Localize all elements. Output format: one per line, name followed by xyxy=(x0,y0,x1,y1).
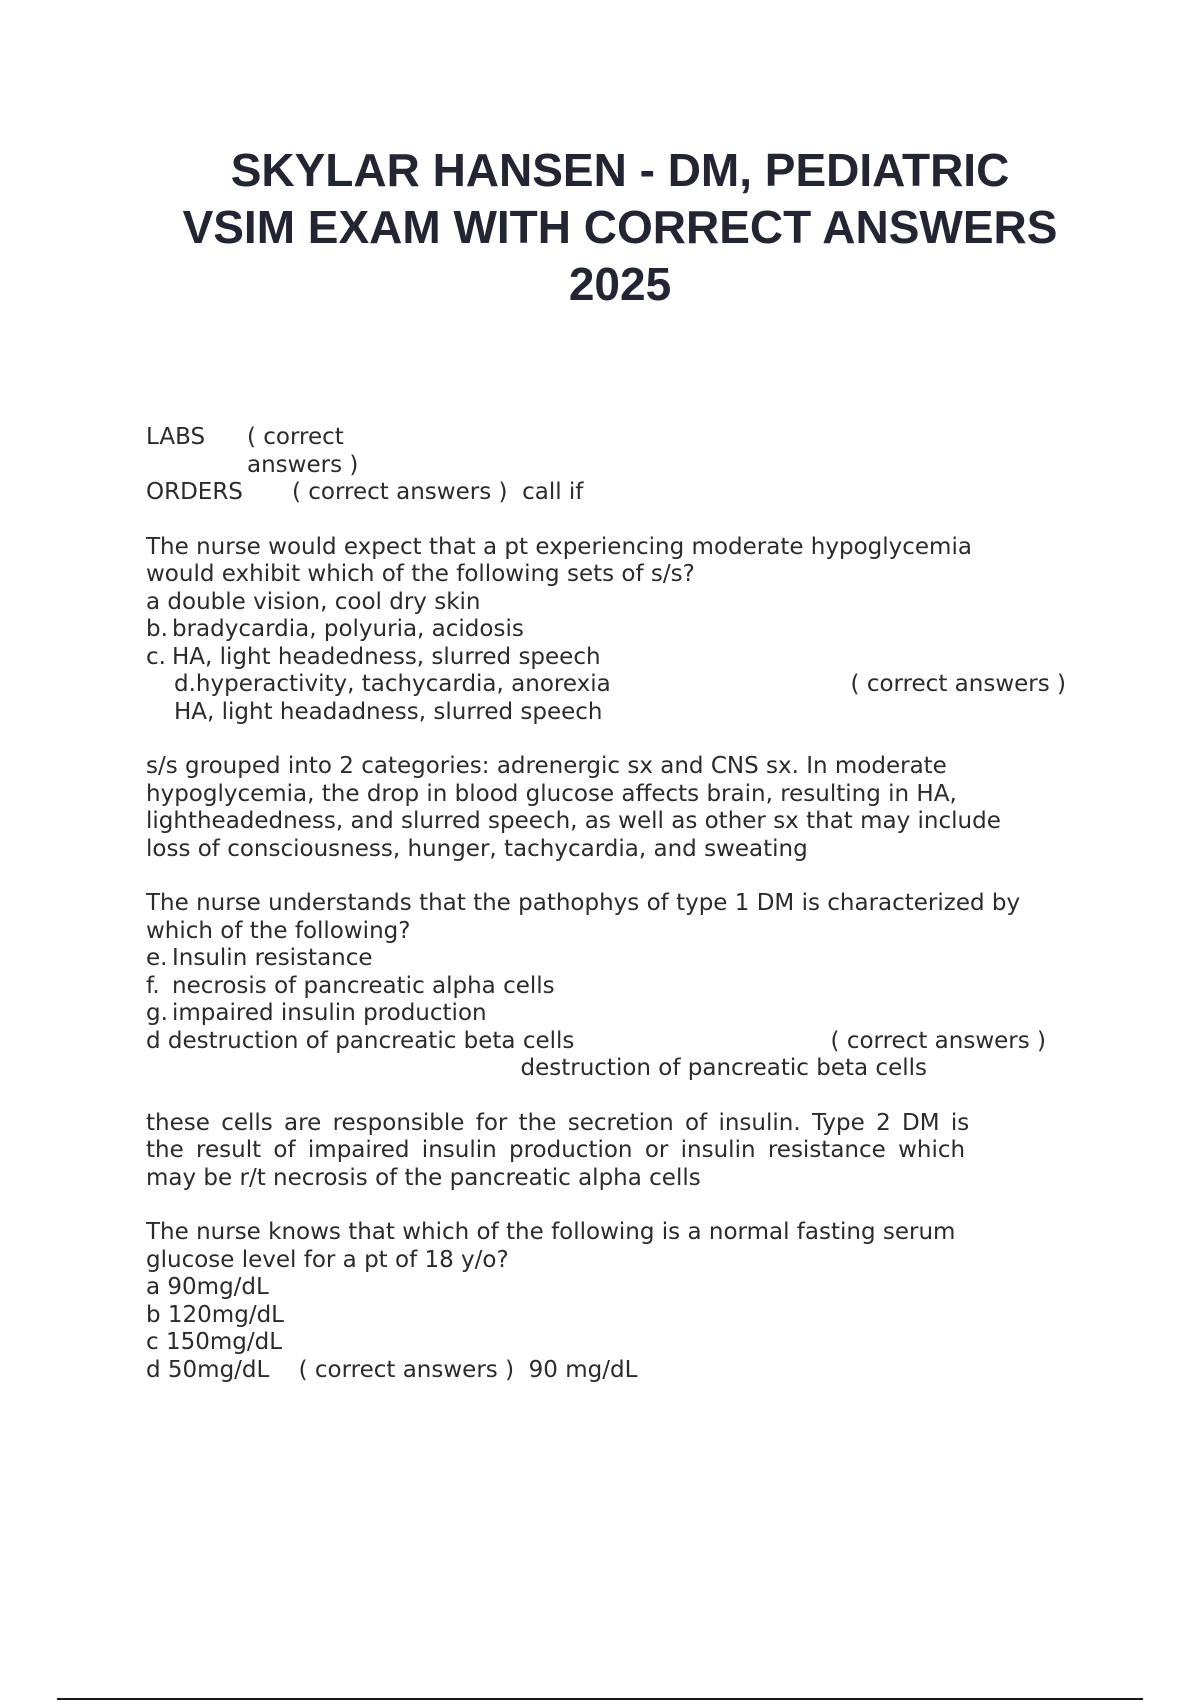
q2-option-f xyxy=(146,973,1066,1001)
q3-option-c: c 150mg/dL xyxy=(146,1329,283,1355)
q2-rationale-line-1: these cells are responsible for the secretion of insulin. Type 2 DM is xyxy=(146,1109,970,1136)
q2-option-d-row xyxy=(146,1028,1046,1056)
q2-option-g xyxy=(146,1000,1066,1028)
document-title xyxy=(120,142,1120,313)
q1-answer: HA, light headadness, slurred speech xyxy=(174,698,603,725)
orders-entry xyxy=(146,479,1066,507)
orders-key: ORDERS xyxy=(146,479,243,505)
q3-option-d-answer: d 50mg/dL ( correct answers ) 90 mg/dL xyxy=(146,1356,638,1383)
q1-option-c-text: HA, light headedness, slurred speech xyxy=(172,643,601,670)
q2-option-d: d destruction of pancreatic beta cells xyxy=(146,1027,575,1054)
q1-option-b-text: bradycardia, polyuria, acidosis xyxy=(172,616,524,642)
title-line-1: SKYLAR HANSEN - DM, PEDIATRIC xyxy=(230,144,1010,196)
question-2 xyxy=(146,890,1066,1192)
q1-option-d: d.hyperactivity, tachycardia, anorexia xyxy=(174,671,611,697)
question-3 xyxy=(146,1219,1066,1384)
labs-entry xyxy=(146,424,1066,479)
q1-option-c xyxy=(146,644,1066,672)
title-line-3: 2025 xyxy=(568,258,672,310)
q2-rationale-line-3: may be r/t necrosis of the pancreatic alpha cells xyxy=(146,1164,701,1191)
orders-answer: ( correct answers ) call if xyxy=(292,479,584,505)
q2-answer: destruction of pancreatic beta cells xyxy=(520,1055,927,1081)
q2-stem-line-2: which of the following? xyxy=(146,917,411,944)
labs-answer: ( correct answers ) xyxy=(247,424,359,478)
q1-rationale-line-2: hypoglycemia, the drop in blood glucose affects brain, resulting in HA, xyxy=(146,780,957,807)
q2-rationale-line-2: the result of impaired insulin production or insulin resistance which xyxy=(146,1137,966,1163)
q2-stem-line-1: The nurse understands that the pathophys of type 1 DM is characterized by xyxy=(146,890,1021,916)
q2-option-g-text: impaired insulin production xyxy=(172,1000,487,1026)
q2-option-e xyxy=(146,945,1066,973)
labs-key: LABS xyxy=(146,424,206,450)
q3-stem-line-1: The nurse knows that which of the following is a normal fasting serum xyxy=(146,1219,956,1245)
q2-option-e-letter: e. xyxy=(146,945,168,971)
q1-option-c-letter: c. xyxy=(146,643,166,670)
q2-option-g-letter: g. xyxy=(146,1000,168,1026)
q1-answer-label: ( correct answers ) xyxy=(850,671,1066,697)
q3-option-b: b 120mg/dL xyxy=(146,1301,284,1328)
title-line-2: VSIM EXAM WITH CORRECT ANSWERS xyxy=(182,201,1058,253)
q2-answer-label: ( correct answers ) xyxy=(830,1027,1046,1054)
question-1 xyxy=(146,534,1066,864)
q2-option-f-text: necrosis of pancreatic alpha cells xyxy=(172,972,555,999)
q1-rationale-line-1: s/s grouped into 2 categories: adrenergic sx and CNS sx. In moderate xyxy=(146,753,947,779)
q1-option-a: a double vision, cool dry skin xyxy=(146,588,481,615)
q1-stem-line-2: would exhibit which of the following sets of s/s? xyxy=(146,561,695,587)
q1-rationale-line-3: lightheadedness, and slurred speech, as well as other sx that may include xyxy=(146,808,1001,834)
q1-option-b-letter: b. xyxy=(146,616,168,642)
q1-option-b xyxy=(146,616,1066,644)
q2-option-f-letter: f. xyxy=(146,972,160,999)
document-body xyxy=(146,424,1066,1384)
q3-option-a: a 90mg/dL xyxy=(146,1274,269,1300)
q2-option-e-text: Insulin resistance xyxy=(172,945,373,971)
q1-option-d-row xyxy=(146,671,1066,699)
q3-stem-line-2: glucose level for a pt of 18 y/o? xyxy=(146,1246,509,1273)
q1-stem-line-1: The nurse would expect that a pt experiencing moderate hypoglycemia xyxy=(146,533,972,560)
q1-rationale-line-4: loss of consciousness, hunger, tachycardia, and sweating xyxy=(146,835,808,862)
